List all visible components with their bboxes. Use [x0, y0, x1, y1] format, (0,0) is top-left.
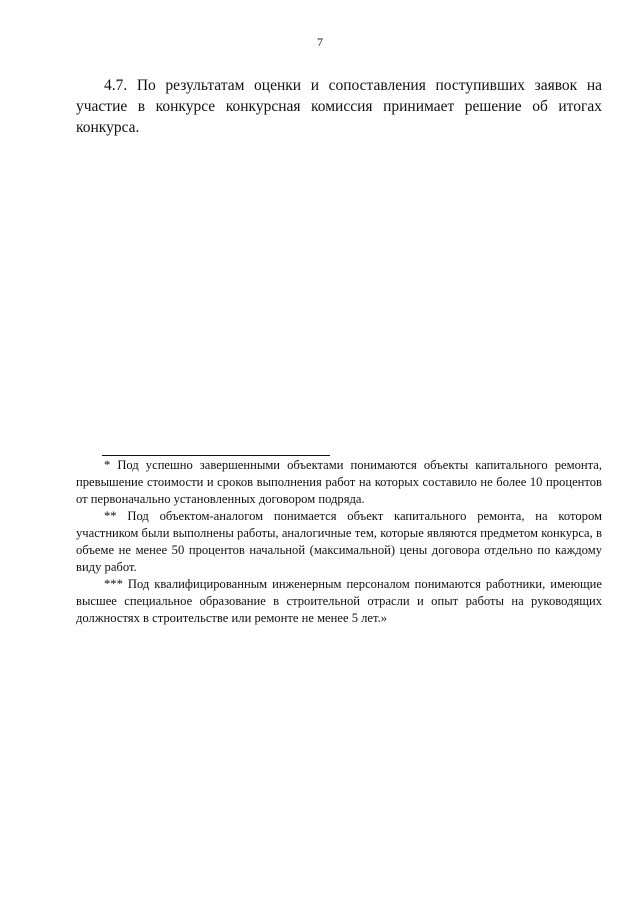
- footnote-separator: [102, 455, 330, 456]
- page-number: 7: [317, 35, 323, 49]
- footnote-2: ** Под объектом-аналогом понимается объект капитального ремонта, на котором участником были выполнены работы, аналогичные тем, которые являются предметом конкурса, в объеме не менее 50 процентов начальной (максимальной) цены договора отдельно по каждому виду работ.: [76, 509, 602, 574]
- footnote-3: *** Под квалифицированным инженерным персоналом понимаются работники, имеющие высшее специальное образование в строительной отрасли и опыт работы на руководящих должностях в строительстве или ремонте не менее 5 лет.»: [76, 577, 602, 625]
- footnotes: [76, 457, 602, 627]
- footnote-1: * Под успешно завершенными объектами понимаются объекты капитального ремонта, превышение стоимости и сроков выполнения работ на которых составило не более 10 процентов от первоначально установленных договором подряда.: [76, 458, 602, 506]
- main-paragraph: 4.7. По результатам оценки и сопоставления поступивших заявок на участие в конкурсе конкурсная комиссия принимает решение об итогах конкурса.: [76, 77, 602, 136]
